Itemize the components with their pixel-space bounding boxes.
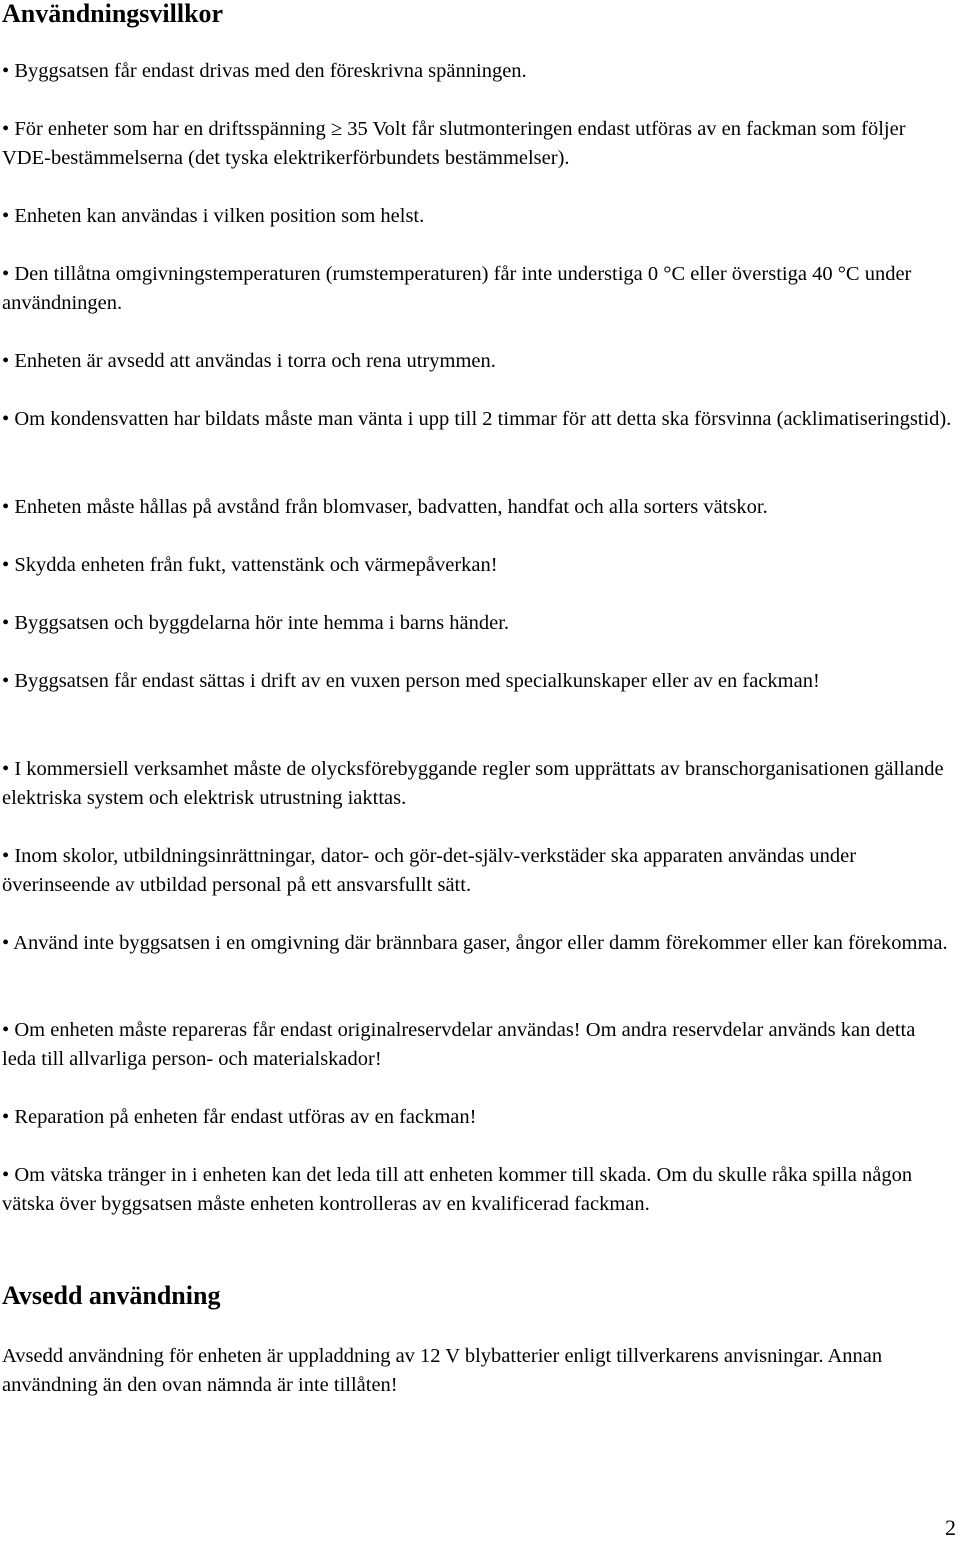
list-item-text: Den tillåtna omgivningstemperaturen (rumstemperaturen) får inte understiga 0 °C eller överstiga 40 °C under användningen. <box>2 263 912 314</box>
bullet-icon: • <box>2 496 10 518</box>
list-item <box>2 1016 952 1074</box>
bullet-icon: • <box>2 612 10 634</box>
bullet-icon: • <box>2 60 10 82</box>
list-item <box>2 347 952 376</box>
list-item <box>2 609 952 638</box>
list-item-text: Om vätska tränger in i enheten kan det leda till att enheten kommer till skada. Om du skulle råka spilla någon vätska över byggsatsen måste enheten kontrolleras av en kvalificerad fackman. <box>2 1164 913 1215</box>
list-item <box>2 57 952 86</box>
bullet-icon: • <box>2 205 10 227</box>
list-item <box>2 667 952 696</box>
list-item-text: Enheten är avsedd att användas i torra och rena utrymmen. <box>14 350 496 372</box>
bullet-icon: • <box>2 1106 10 1128</box>
bullet-icon: • <box>2 554 10 576</box>
page-number: 2 <box>945 1515 956 1540</box>
list-item-text: Byggsatsen och byggdelarna hör inte hemma i barns händer. <box>14 612 510 634</box>
list-item <box>2 551 952 580</box>
list-item-text: Inom skolor, utbildningsinrättningar, dator- och gör-det-själv-verkstäder ska apparaten användas under överinseende av utbildad personal på ett ansvarsfullt sätt. <box>2 845 857 896</box>
bullet-icon: • <box>2 670 10 692</box>
bullet-icon: • <box>2 1164 10 1186</box>
list-item <box>2 493 952 522</box>
list-item <box>2 260 952 318</box>
list-item-text: Reparation på enheten får endast utföras av en fackman! <box>14 1106 477 1128</box>
section-heading-terms: Användningsvillkor <box>2 0 224 28</box>
list-item-text: Enheten måste hållas på avstånd från blomvaser, badvatten, handfat och alla sorters vätskor. <box>14 496 768 518</box>
intended-use-paragraph: Avsedd användning för enheten är uppladdning av 12 V blybatterier enligt tillverkarens anvisningar. Annan användning än den ovan nämnda är inte tillåten! <box>2 1345 883 1396</box>
list-item-text: I kommersiell verksamhet måste de olycksförebyggande regler som upprättats av branschorganisationen gällande elektriska system och elektrisk utrustning iakttas. <box>2 758 944 809</box>
list-item <box>2 842 952 900</box>
bullet-icon: • <box>2 350 10 372</box>
bullet-icon: • <box>2 845 10 867</box>
list-item-text: Enheten kan användas i vilken position som helst. <box>14 205 425 227</box>
list-item-text: Om kondensvatten har bildats måste man vänta i upp till 2 timmar för att detta ska försvinna (acklimatiseringstid). <box>14 408 952 430</box>
bullet-icon: • <box>2 758 10 780</box>
list-item-text: Om enheten måste repareras får endast originalreservdelar användas! Om andra reservdelar används kan detta leda till allvarliga person- och materialskador! <box>2 1019 916 1070</box>
list-item-text: För enheter som har en driftsspänning ≥ 35 Volt får slutmonteringen endast utföras av en fackman som följer VDE-bestämmelserna (det tyska elektrikerförbundets bestämmelser). <box>2 118 906 169</box>
bullet-icon: • <box>2 118 10 140</box>
bullet-icon: • <box>2 1019 10 1041</box>
bullet-icon: • <box>2 263 10 285</box>
list-item-text: Använd inte byggsatsen i en omgivning där brännbara gaser, ångor eller damm förekommer eller kan förekomma. <box>13 932 948 954</box>
list-item-text: Skydda enheten från fukt, vattenstänk och värmepåverkan! <box>14 554 498 576</box>
list-item <box>2 929 952 958</box>
list-item <box>2 115 952 173</box>
bullet-icon: • <box>2 932 10 954</box>
list-item <box>2 1103 952 1132</box>
bullet-icon: • <box>2 408 10 430</box>
section-heading-intended-use: Avsedd användning <box>2 1281 221 1310</box>
list-item <box>2 405 952 434</box>
list-item <box>2 202 952 231</box>
list-item-text: Byggsatsen får endast sättas i drift av en vuxen person med specialkunskaper eller av en fackman! <box>14 670 820 692</box>
list-item-text: Byggsatsen får endast drivas med den föreskrivna spänningen. <box>14 60 527 82</box>
list-item <box>2 755 952 813</box>
list-item <box>2 1161 952 1219</box>
